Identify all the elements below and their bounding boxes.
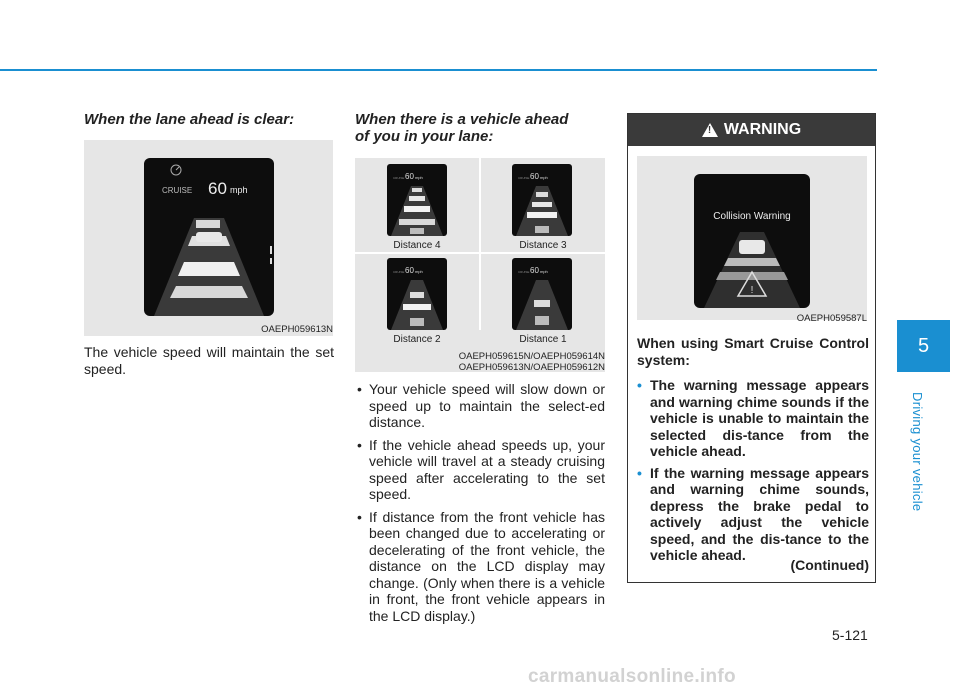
lane-clear-figure xyxy=(84,140,333,336)
collision-lcd-graphic xyxy=(694,174,810,308)
lane-marker xyxy=(196,220,220,228)
svg-text:mph: mph xyxy=(540,175,548,180)
list-item: • The warning message appears and warning chime sounds if the vehicle is unable to maintain the selected dis-tance from the vehicle ahead. xyxy=(637,377,869,460)
svg-text:60: 60 xyxy=(405,172,414,181)
watermark: carmanualsonline.info xyxy=(528,666,736,687)
speed-value: 60 xyxy=(208,179,227,198)
svg-text:CRUISE: CRUISE xyxy=(518,176,530,180)
warning-title: WARNING xyxy=(723,121,802,138)
vehicle-icon xyxy=(412,188,422,192)
chapter-tab xyxy=(897,320,950,372)
vehicle-icon xyxy=(739,240,765,254)
svg-text:60: 60 xyxy=(530,266,539,275)
distance-panel xyxy=(512,258,572,330)
list-item: • If distance from the front vehicle has been changed due to accelerating or decelerating of the front vehicle, the distance on the LCD display may change. (Only when there is a vehicle in front, the front vehicle appears in the LCD display.) xyxy=(355,509,605,625)
svg-text:CRUISE: CRUISE xyxy=(393,270,405,274)
list-item: • If the vehicle ahead speeds up, your vehicle will travel at a steady cruising speed after accelerating to the set speed. xyxy=(355,437,605,503)
page-number: 5-121 xyxy=(832,627,868,643)
collision-display xyxy=(694,174,810,308)
distance-1-graphic xyxy=(512,258,572,330)
svg-text:60: 60 xyxy=(530,172,539,181)
distance-caption-1: OAEPH059615N/OAEPH059614N xyxy=(458,351,605,362)
distance-panel xyxy=(512,164,572,236)
cruise-label: CRUISE xyxy=(162,186,193,195)
distance-3-graphic xyxy=(512,164,572,236)
svg-text:CRUISE: CRUISE xyxy=(518,270,530,274)
vehicle-icon xyxy=(534,300,550,307)
svg-text:mph: mph xyxy=(415,269,423,274)
svg-text:mph: mph xyxy=(415,175,423,180)
distance-3-label: Distance 3 xyxy=(519,240,567,251)
vehicle-icon xyxy=(536,192,548,197)
distance-1-label: Distance 1 xyxy=(519,334,567,345)
distance-4-label: Distance 4 xyxy=(393,240,441,251)
distance-panel xyxy=(387,164,447,236)
distance-figure xyxy=(355,158,605,372)
distance-4-graphic xyxy=(387,164,447,236)
chapter-number: 5 xyxy=(917,334,930,357)
list-item: • If the warning message appears and warning chime sounds, depress the brake pedal to actively adjust the vehicle speed, and the dis-tance to the vehicle ahead. xyxy=(637,465,869,564)
collision-warning-figure xyxy=(637,156,867,320)
lane-clear-heading: When the lane ahead is clear: xyxy=(84,111,295,128)
vehicle-icon xyxy=(410,292,424,298)
vehicle-icon xyxy=(196,232,222,242)
distance-2-graphic xyxy=(387,258,447,330)
distance-caption-2: OAEPH059613N/OAEPH059612N xyxy=(458,362,605,373)
warning-bullets xyxy=(637,377,869,569)
collision-caption: OAEPH059587L xyxy=(796,313,867,324)
svg-text:CRUISE: CRUISE xyxy=(393,176,405,180)
svg-text:!: ! xyxy=(750,285,754,296)
warning-box xyxy=(627,113,876,583)
warning-triangle-icon: ! xyxy=(702,123,718,137)
warning-header xyxy=(628,114,875,146)
collision-warning-text: Collision Warning xyxy=(713,211,791,222)
warning-intro: When using Smart Cruise Control system: xyxy=(637,335,869,368)
distance-panel xyxy=(387,258,447,330)
vehicle-ahead-heading-2: of you in your lane: xyxy=(355,128,494,145)
chapter-label: Driving your vehicle xyxy=(910,392,925,512)
distance-2-label: Distance 2 xyxy=(393,334,441,345)
lane-clear-lcd-graphic xyxy=(144,158,274,316)
top-rule xyxy=(0,69,877,71)
warning-continued: (Continued) xyxy=(790,557,869,573)
vehicle-ahead-heading-1: When there is a vehicle ahead xyxy=(355,111,569,128)
speed-unit: mph xyxy=(230,185,248,195)
vehicle-ahead-bullets xyxy=(355,381,605,630)
svg-text:mph: mph xyxy=(540,269,548,274)
lane-clear-caption: OAEPH059613N xyxy=(261,324,333,335)
cluster-display xyxy=(144,158,274,316)
list-item: • Your vehicle speed will slow down or speed up to maintain the select-ed distance. xyxy=(355,381,605,431)
lane-clear-body: The vehicle speed will maintain the set speed. xyxy=(84,344,334,377)
svg-text:60: 60 xyxy=(405,266,414,275)
